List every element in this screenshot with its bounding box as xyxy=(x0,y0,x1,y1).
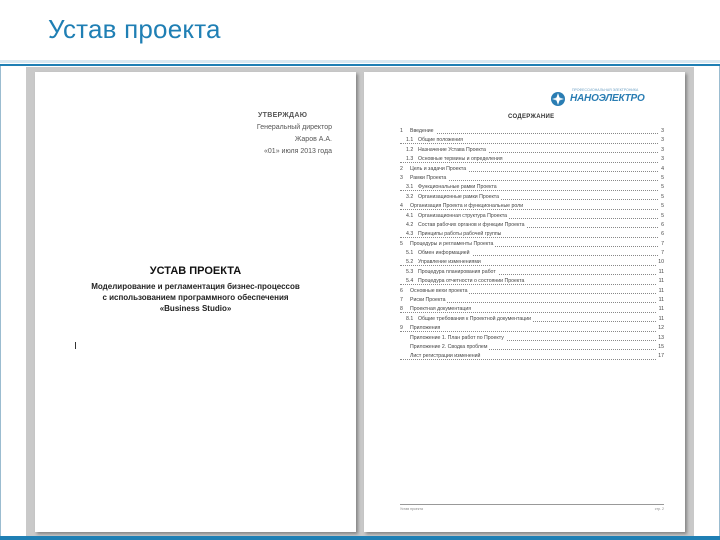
approval-heading: УТВЕРЖДАЮ xyxy=(258,112,308,119)
toc-leader-dots xyxy=(400,133,664,134)
toc-entry-label: Основные термины и определения xyxy=(418,156,503,163)
toc-entry-text xyxy=(400,137,465,143)
approval-name: Жаров А.А. xyxy=(294,136,332,143)
toc-entry-page: 7 xyxy=(659,240,664,249)
toc-entry-number: 6 xyxy=(400,287,403,294)
toc-entry xyxy=(400,146,664,155)
toc-entry-label: Приложения xyxy=(410,325,441,332)
toc-entry-number: 5.2 xyxy=(406,259,414,266)
toc-entry xyxy=(400,136,664,145)
toc-entry-page: 11 xyxy=(657,296,664,305)
toc-entry xyxy=(400,221,664,230)
toc-entry-label: Организационные рамки Проекта xyxy=(418,193,500,200)
title-bar xyxy=(0,0,720,66)
toc-entry-number: 8.1 xyxy=(406,315,414,322)
toc-entry-number: 4.2 xyxy=(406,221,414,228)
subtitle-line: «Business Studio» xyxy=(159,304,232,313)
toc-entry-label: Обмен информацией xyxy=(418,250,470,257)
toc-entry-page: 5 xyxy=(659,183,664,192)
toc-entry xyxy=(400,174,664,183)
document-title: УСТАВ ПРОЕКТА xyxy=(149,265,242,277)
toc-entry-label: Функциональные рамки Проекта xyxy=(418,184,497,191)
toc-entry-page: 5 xyxy=(659,174,664,183)
toc-entry-page: 5 xyxy=(659,193,664,202)
title-divider xyxy=(0,60,720,63)
company-logo xyxy=(550,88,670,108)
toc-entry xyxy=(400,249,664,258)
toc-entry-label: Назначение Устава Проекта xyxy=(418,146,486,153)
toc-entry xyxy=(400,343,664,352)
contents-page xyxy=(364,72,685,532)
toc-entry-number: 4 xyxy=(400,203,403,210)
toc-entry-label: Цель и задачи Проекта xyxy=(410,165,467,172)
toc-entry-label: Принципы работы рабочей группы xyxy=(418,231,502,238)
toc-entry-number: 3.2 xyxy=(406,193,414,200)
toc-entry-text xyxy=(400,241,495,247)
toc-entry-number: 1.2 xyxy=(406,146,414,153)
toc-entry xyxy=(400,183,664,192)
toc-entry-text xyxy=(400,184,499,190)
toc-entry-page: 5 xyxy=(659,202,664,211)
toc-entry-page: 11 xyxy=(657,305,664,314)
approval-block xyxy=(232,110,332,158)
toc-entry-text xyxy=(400,175,448,181)
toc-entry-page: 5 xyxy=(659,212,664,221)
toc-entry-number: 5.4 xyxy=(406,278,414,285)
approval-position: Генеральный директор xyxy=(256,124,332,131)
document-subtitle xyxy=(35,281,356,314)
toc-entry-page: 6 xyxy=(659,230,664,239)
toc-entry-label: Риски Проекта xyxy=(410,297,446,304)
toc-entry-label: Процедура отчетности о состоянии Проекта xyxy=(418,278,525,285)
toc-entry-text xyxy=(400,288,469,294)
subtitle-line: Моделирование и регламентация бизнес-процессов xyxy=(91,282,300,291)
approval-date: «01» июля 2013 года xyxy=(264,148,332,155)
toc-entry-text xyxy=(400,222,527,228)
toc-entry-text xyxy=(400,344,489,350)
toc-entry-page: 11 xyxy=(657,277,664,286)
toc-entry-number: 1.3 xyxy=(406,156,414,163)
toc-entry-text xyxy=(400,166,468,172)
toc-entry xyxy=(400,202,664,211)
toc-entry-label: Общие требования к Проектной документации xyxy=(418,315,531,322)
toc-entry xyxy=(400,277,664,286)
toc-entry-page: 11 xyxy=(657,315,664,324)
toc-entry-label: Основные вехи проекта xyxy=(410,287,468,294)
toc-entry-page: 7 xyxy=(659,249,664,258)
bottom-accent-bar xyxy=(0,536,720,540)
toc-entry xyxy=(400,240,664,249)
toc-entry-page: 11 xyxy=(657,287,664,296)
toc-entry-page: 12 xyxy=(656,324,664,333)
title-page xyxy=(35,72,356,532)
toc-entry-text xyxy=(400,316,533,322)
toc-entry-text xyxy=(400,203,525,209)
toc-entry xyxy=(400,352,664,361)
toc-entry xyxy=(400,287,664,296)
toc-entry xyxy=(400,212,664,221)
toc-entry-number: 9 xyxy=(400,325,403,332)
toc-entry-number: 4.1 xyxy=(406,212,414,219)
toc-entry-page: 3 xyxy=(659,155,664,164)
toc-entry xyxy=(400,155,664,164)
toc-entry-page: 15 xyxy=(656,343,664,352)
toc-entry-number: 3.1 xyxy=(406,184,414,191)
logo-text: НАНОЭЛЕКТРО xyxy=(570,93,645,104)
toc-entry-number: 1 xyxy=(400,128,403,134)
toc-entry-label: Организация Проекта и функциональные роли xyxy=(410,203,524,210)
toc-entry-page: 17 xyxy=(656,352,664,361)
toc-entry-page: 3 xyxy=(659,127,664,136)
toc-entry xyxy=(400,296,664,305)
toc-entry-text xyxy=(400,297,447,303)
toc-entry-text xyxy=(400,278,526,284)
toc-entry-page: 11 xyxy=(657,268,664,277)
toc-entry-text xyxy=(400,335,506,341)
toc-entry-label: Управление изменениями xyxy=(418,259,481,266)
toc-entry xyxy=(400,315,664,324)
subtitle-line: с использованием программного обеспечения xyxy=(102,293,289,302)
toc-entry-text xyxy=(400,147,488,153)
toc-entry xyxy=(400,334,664,343)
toc-entry-text xyxy=(400,353,482,359)
toc-entry xyxy=(400,127,664,136)
toc-entry-label: Рамки Проекта xyxy=(410,174,447,181)
toc-entry-page: 3 xyxy=(659,146,664,155)
toc-entry-number: 1.1 xyxy=(406,137,414,144)
table-of-contents xyxy=(400,127,664,362)
toc-title: СОДЕРЖАНИЕ xyxy=(508,114,555,120)
toc-entry-label: Состав рабочих органов и функции Проекта xyxy=(418,221,525,228)
toc-entry-label: Организационная структура Проекта xyxy=(418,212,508,219)
toc-entry-page: 6 xyxy=(659,221,664,230)
toc-entry-text xyxy=(400,128,436,134)
toc-entry-text xyxy=(400,325,442,331)
toc-entry-page: 4 xyxy=(659,165,664,174)
toc-entry-text xyxy=(400,231,503,237)
toc-entry-text xyxy=(400,269,498,275)
toc-entry-label: Процедуры и регламенты Проекта xyxy=(410,240,494,247)
toc-entry-number: 3 xyxy=(400,174,403,181)
toc-entry-label: Приложение 2. Сводка проблем xyxy=(410,343,488,350)
toc-entry-number: 2 xyxy=(400,165,403,172)
toc-entry-page: 13 xyxy=(656,334,664,343)
logo-tagline: ПРОФЕССИОНАЛЬНАЯ ЭЛЕКТРОНИКА xyxy=(572,88,639,92)
toc-entry xyxy=(400,305,664,314)
toc-entry-number: 8 xyxy=(400,306,403,313)
toc-entry-label: Общие положения xyxy=(418,137,463,144)
toc-entry xyxy=(400,165,664,174)
footer-divider xyxy=(400,504,664,505)
toc-entry-label: Лист регистрации изменений xyxy=(410,353,481,360)
logo-icon xyxy=(550,91,566,107)
footer-page-number: стр. 2 xyxy=(654,507,664,511)
toc-entry-label: Процедура планирования работ xyxy=(418,268,496,275)
toc-entry-page: 10 xyxy=(656,258,664,267)
toc-entry-number: 5.1 xyxy=(406,250,414,257)
toc-entry xyxy=(400,324,664,333)
toc-entry xyxy=(400,193,664,202)
toc-entry-text xyxy=(400,213,509,219)
toc-entry-label: Введение xyxy=(410,128,434,134)
toc-entry xyxy=(400,258,664,267)
toc-entry-page: 3 xyxy=(659,136,664,145)
toc-entry-number: 7 xyxy=(400,297,403,304)
toc-entry-label: Проектная документация xyxy=(410,306,472,313)
toc-entry-text xyxy=(400,194,501,200)
footer-left: Устав проекта xyxy=(400,507,423,511)
toc-entry-label: Приложение 1. План работ по Проекту xyxy=(410,334,504,341)
toc-entry-text xyxy=(400,259,483,265)
toc-entry-number: 4.3 xyxy=(406,231,414,238)
toc-entry xyxy=(400,268,664,277)
toc-entry-text xyxy=(400,250,472,256)
toc-entry-number: 5.3 xyxy=(406,268,414,275)
slide-title: Устав проекта xyxy=(48,14,221,44)
toc-entry-text xyxy=(400,156,505,162)
text-cursor xyxy=(75,342,76,349)
toc-entry-text xyxy=(400,306,473,312)
toc-entry xyxy=(400,230,664,239)
toc-entry-number: 5 xyxy=(400,240,403,247)
